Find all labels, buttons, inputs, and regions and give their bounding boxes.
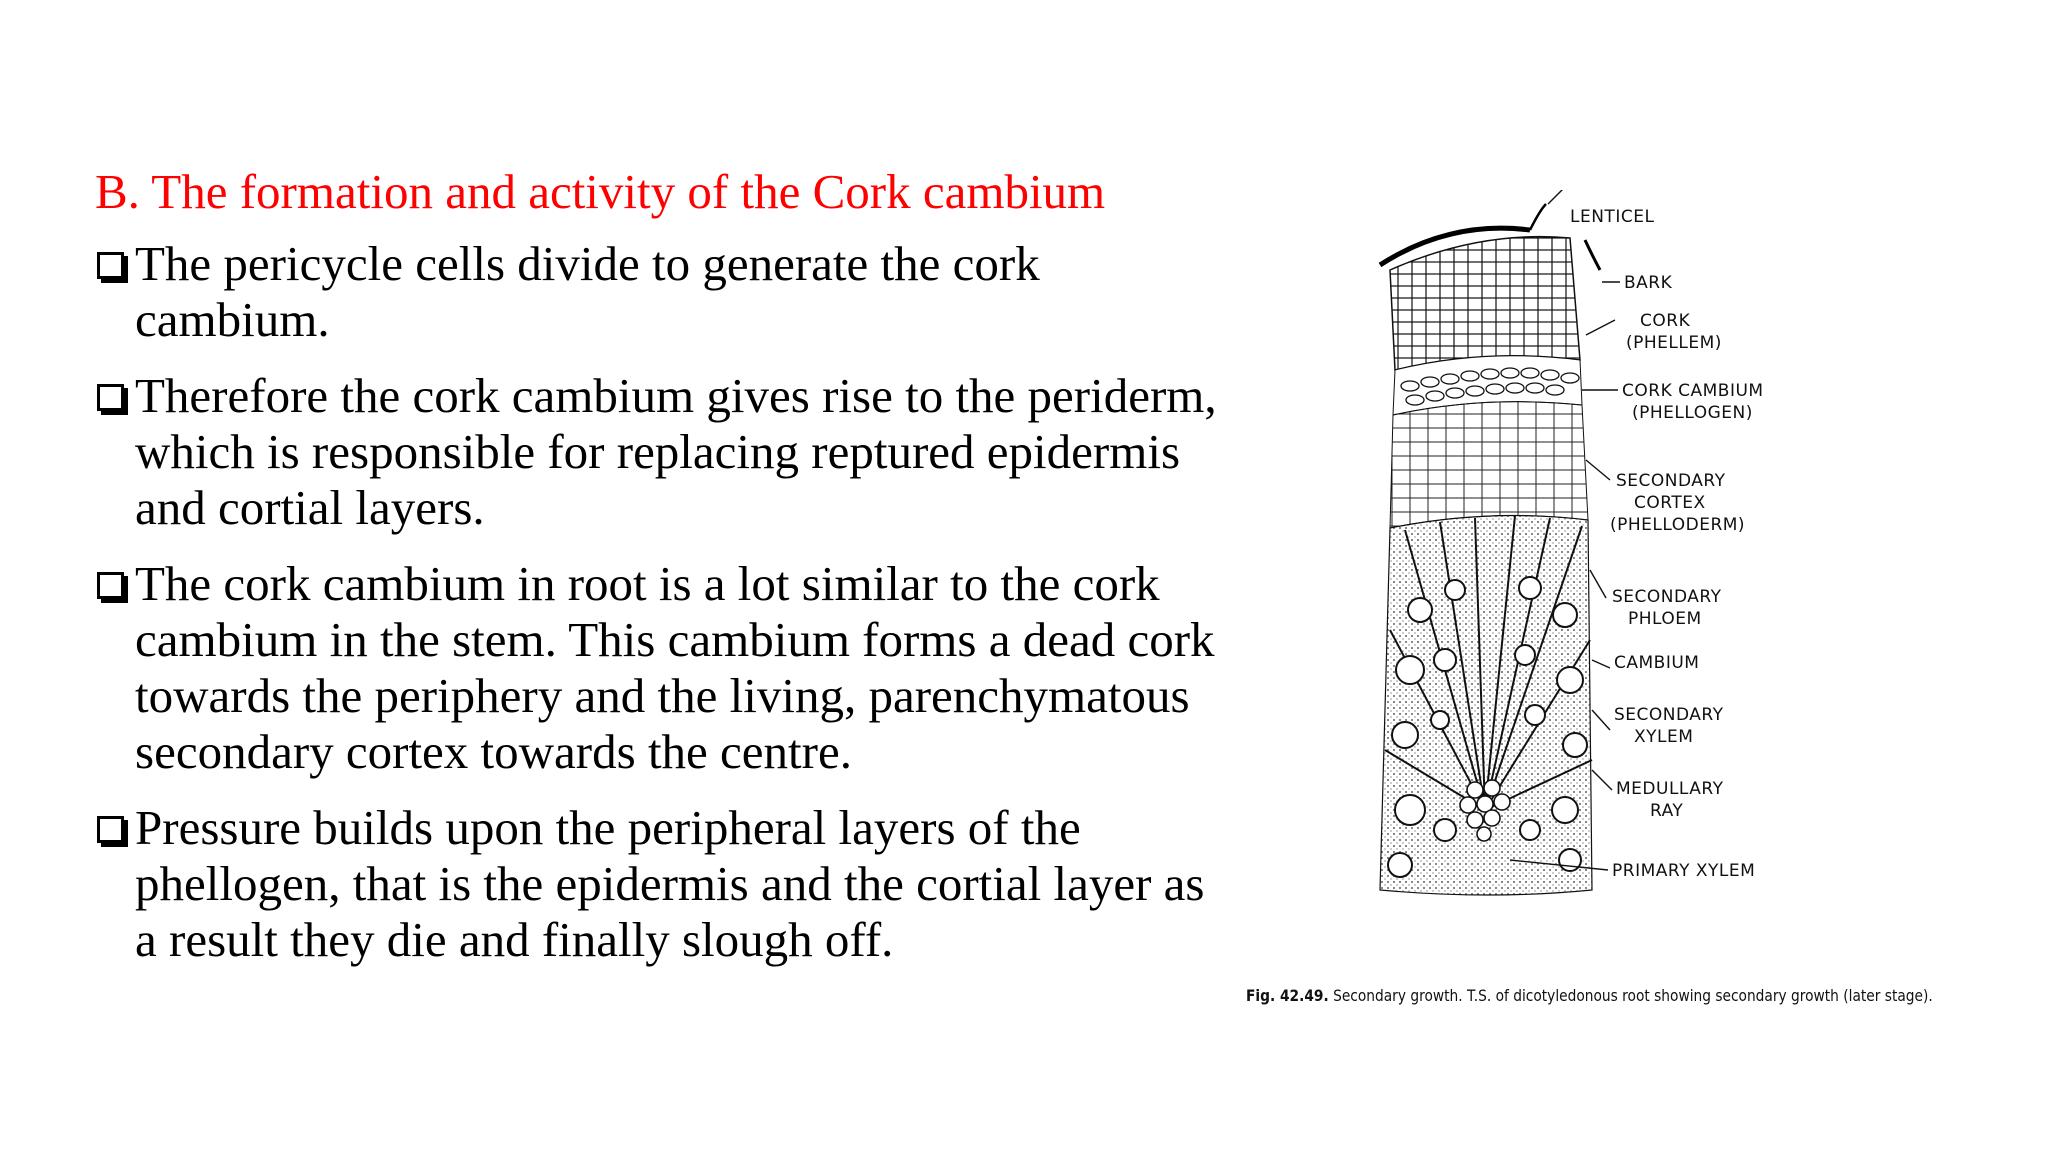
slide-heading: B. The formation and activity of the Cork cambium bbox=[95, 164, 1106, 219]
label-primary-xylem: PRIMARY XYLEM bbox=[1612, 861, 1756, 881]
bullet-text: The cork cambium in root is a lot similar to the cork cambium in the stem. This cambium forms a dead cork towards the periphery and the living, parenchymatous secondary cortex towards the centre. bbox=[135, 556, 1215, 779]
label-bark: BARK bbox=[1624, 273, 1673, 293]
label-medullary-1: MEDULLARY bbox=[1616, 779, 1724, 799]
text-column bbox=[95, 160, 1235, 988]
bullet-item bbox=[95, 368, 1235, 536]
label-lenticel: LENTICEL bbox=[1570, 207, 1655, 227]
bullet-text: Therefore the cork cambium gives rise to the periderm, which is responsible for replacing reptured epidermis and cortial layers. bbox=[135, 368, 1217, 535]
cork-region bbox=[1380, 204, 1600, 370]
bullet-item bbox=[95, 800, 1235, 968]
label-phellogen: (PHELLOGEN) bbox=[1632, 403, 1753, 423]
root-diagram bbox=[1230, 190, 1950, 1040]
caption-text: Secondary growth. T.S. of dicotyledonous root showing secondary growth (later stage). bbox=[1328, 986, 1933, 1005]
checkbox-bullet-icon bbox=[97, 816, 124, 843]
checkbox-bullet-icon bbox=[97, 252, 124, 279]
diagram-labels bbox=[1570, 207, 1764, 881]
bullet-list bbox=[95, 236, 1235, 968]
label-secondary-phloem-1: SECONDARY bbox=[1612, 587, 1722, 607]
label-secondary-cortex-1: SECONDARY bbox=[1616, 471, 1726, 491]
label-cork-cambium: CORK CAMBIUM bbox=[1622, 381, 1764, 401]
checkbox-bullet-icon bbox=[97, 384, 124, 411]
vascular-region bbox=[1380, 516, 1592, 896]
label-cork: CORK bbox=[1640, 311, 1691, 331]
caption-number: Fig. 42.49. bbox=[1246, 986, 1329, 1005]
bullet-item bbox=[95, 236, 1235, 348]
label-phellem: (PHELLEM) bbox=[1626, 333, 1722, 353]
label-secondary-xylem-2: XYLEM bbox=[1634, 727, 1694, 747]
secondary-cortex-region bbox=[1390, 402, 1588, 528]
checkbox-bullet-icon bbox=[97, 572, 124, 599]
bullet-text: The pericycle cells divide to generate the cork cambium. bbox=[135, 236, 1040, 347]
label-secondary-phloem-2: PHLOEM bbox=[1628, 609, 1702, 629]
label-phelloderm: (PHELLODERM) bbox=[1610, 515, 1746, 535]
label-secondary-xylem-1: SECONDARY bbox=[1614, 705, 1724, 725]
bullet-item bbox=[95, 556, 1235, 780]
figure-caption bbox=[1246, 986, 1933, 1005]
root-section-figure bbox=[1230, 190, 1950, 1040]
label-cambium: CAMBIUM bbox=[1614, 653, 1700, 673]
label-medullary-2: RAY bbox=[1650, 801, 1684, 821]
label-secondary-cortex-2: CORTEX bbox=[1634, 493, 1706, 513]
bullet-text: Pressure builds upon the peripheral layers of the phellogen, that is the epidermis and the cortial layer as a result they die and finally slough off. bbox=[135, 800, 1205, 967]
